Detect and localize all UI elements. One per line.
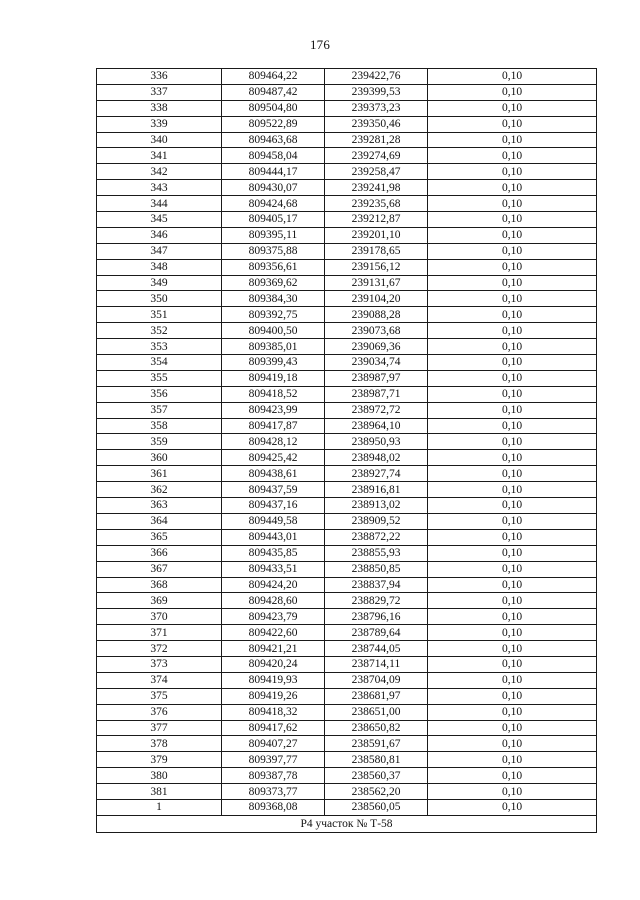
x-coordinate-cell: 809385,01 bbox=[222, 339, 325, 355]
y-coordinate-cell: 239235,68 bbox=[325, 196, 428, 212]
table-row bbox=[97, 339, 597, 355]
x-coordinate-cell: 809422,60 bbox=[222, 625, 325, 641]
x-coordinate-cell: 809368,08 bbox=[222, 799, 325, 815]
x-coordinate-cell: 809428,12 bbox=[222, 434, 325, 450]
table-row bbox=[97, 736, 597, 752]
page-number: 176 bbox=[309, 37, 331, 52]
y-coordinate-cell: 239034,74 bbox=[325, 355, 428, 371]
y-coordinate-cell: 238651,00 bbox=[325, 704, 428, 720]
y-coordinate-cell: 239422,76 bbox=[325, 69, 428, 85]
point-number-cell: 344 bbox=[97, 196, 222, 212]
table-row bbox=[97, 593, 597, 609]
accuracy-cell: 0,10 bbox=[428, 243, 597, 259]
point-number-cell: 340 bbox=[97, 132, 222, 148]
table-row bbox=[97, 355, 597, 371]
accuracy-cell: 0,10 bbox=[428, 736, 597, 752]
y-coordinate-cell: 238704,09 bbox=[325, 672, 428, 688]
y-coordinate-cell: 239241,98 bbox=[325, 180, 428, 196]
y-coordinate-cell: 238964,10 bbox=[325, 418, 428, 434]
y-coordinate-cell: 239399,53 bbox=[325, 84, 428, 100]
y-coordinate-cell: 238744,05 bbox=[325, 641, 428, 657]
accuracy-cell: 0,10 bbox=[428, 434, 597, 450]
accuracy-cell: 0,10 bbox=[428, 482, 597, 498]
table-row bbox=[97, 323, 597, 339]
y-coordinate-cell: 239274,69 bbox=[325, 148, 428, 164]
accuracy-cell: 0,10 bbox=[428, 784, 597, 800]
point-number-cell: 380 bbox=[97, 768, 222, 784]
x-coordinate-cell: 809373,77 bbox=[222, 784, 325, 800]
x-coordinate-cell: 809435,85 bbox=[222, 545, 325, 561]
accuracy-cell: 0,10 bbox=[428, 561, 597, 577]
x-coordinate-cell: 809420,24 bbox=[222, 656, 325, 672]
accuracy-cell: 0,10 bbox=[428, 593, 597, 609]
y-coordinate-cell: 239156,12 bbox=[325, 259, 428, 275]
accuracy-cell: 0,10 bbox=[428, 84, 597, 100]
table-row bbox=[97, 641, 597, 657]
y-coordinate-cell: 238913,02 bbox=[325, 498, 428, 514]
parcel-caption: Р4 участок № Т-58 bbox=[97, 815, 597, 832]
accuracy-cell: 0,10 bbox=[428, 450, 597, 466]
y-coordinate-cell: 238591,67 bbox=[325, 736, 428, 752]
accuracy-cell: 0,10 bbox=[428, 132, 597, 148]
table-row bbox=[97, 720, 597, 736]
accuracy-cell: 0,10 bbox=[428, 768, 597, 784]
x-coordinate-cell: 809423,79 bbox=[222, 609, 325, 625]
accuracy-cell: 0,10 bbox=[428, 227, 597, 243]
x-coordinate-cell: 809405,17 bbox=[222, 212, 325, 228]
x-coordinate-cell: 809463,68 bbox=[222, 132, 325, 148]
accuracy-cell: 0,10 bbox=[428, 259, 597, 275]
point-number-cell: 362 bbox=[97, 482, 222, 498]
accuracy-cell: 0,10 bbox=[428, 180, 597, 196]
x-coordinate-cell: 809458,04 bbox=[222, 148, 325, 164]
y-coordinate-cell: 238872,22 bbox=[325, 529, 428, 545]
y-coordinate-cell: 238855,93 bbox=[325, 545, 428, 561]
point-number-cell: 366 bbox=[97, 545, 222, 561]
x-coordinate-cell: 809487,42 bbox=[222, 84, 325, 100]
accuracy-cell: 0,10 bbox=[428, 212, 597, 228]
table-row bbox=[97, 164, 597, 180]
table-row bbox=[97, 672, 597, 688]
accuracy-cell: 0,10 bbox=[428, 418, 597, 434]
y-coordinate-cell: 238560,05 bbox=[325, 799, 428, 815]
y-coordinate-cell: 238850,85 bbox=[325, 561, 428, 577]
point-number-cell: 375 bbox=[97, 688, 222, 704]
table-row bbox=[97, 482, 597, 498]
accuracy-cell: 0,10 bbox=[428, 513, 597, 529]
x-coordinate-cell: 809417,62 bbox=[222, 720, 325, 736]
accuracy-cell: 0,10 bbox=[428, 164, 597, 180]
x-coordinate-cell: 809423,99 bbox=[222, 402, 325, 418]
point-number-cell: 354 bbox=[97, 355, 222, 371]
point-number-cell: 349 bbox=[97, 275, 222, 291]
x-coordinate-cell: 809428,60 bbox=[222, 593, 325, 609]
table-row bbox=[97, 688, 597, 704]
x-coordinate-cell: 809395,11 bbox=[222, 227, 325, 243]
y-coordinate-cell: 238916,81 bbox=[325, 482, 428, 498]
table-row bbox=[97, 577, 597, 593]
accuracy-cell: 0,10 bbox=[428, 688, 597, 704]
y-coordinate-cell: 238650,82 bbox=[325, 720, 428, 736]
accuracy-cell: 0,10 bbox=[428, 609, 597, 625]
accuracy-cell: 0,10 bbox=[428, 752, 597, 768]
table-row bbox=[97, 116, 597, 132]
point-number-cell: 357 bbox=[97, 402, 222, 418]
y-coordinate-cell: 238829,72 bbox=[325, 593, 428, 609]
point-number-cell: 336 bbox=[97, 69, 222, 85]
x-coordinate-cell: 809384,30 bbox=[222, 291, 325, 307]
table-row bbox=[97, 243, 597, 259]
x-coordinate-cell: 809504,80 bbox=[222, 100, 325, 116]
point-number-cell: 347 bbox=[97, 243, 222, 259]
point-number-cell: 363 bbox=[97, 498, 222, 514]
y-coordinate-cell: 239201,10 bbox=[325, 227, 428, 243]
accuracy-cell: 0,10 bbox=[428, 196, 597, 212]
point-number-cell: 381 bbox=[97, 784, 222, 800]
x-coordinate-cell: 809444,17 bbox=[222, 164, 325, 180]
accuracy-cell: 0,10 bbox=[428, 355, 597, 371]
point-number-cell: 353 bbox=[97, 339, 222, 355]
y-coordinate-cell: 238789,64 bbox=[325, 625, 428, 641]
y-coordinate-cell: 238927,74 bbox=[325, 466, 428, 482]
accuracy-cell: 0,10 bbox=[428, 704, 597, 720]
accuracy-cell: 0,10 bbox=[428, 370, 597, 386]
table-row bbox=[97, 799, 597, 815]
table-row bbox=[97, 148, 597, 164]
accuracy-cell: 0,10 bbox=[428, 116, 597, 132]
table-row bbox=[97, 784, 597, 800]
accuracy-cell: 0,10 bbox=[428, 307, 597, 323]
y-coordinate-cell: 239373,23 bbox=[325, 100, 428, 116]
table-row bbox=[97, 69, 597, 85]
point-number-cell: 377 bbox=[97, 720, 222, 736]
point-number-cell: 351 bbox=[97, 307, 222, 323]
table-row bbox=[97, 768, 597, 784]
point-number-cell: 373 bbox=[97, 656, 222, 672]
accuracy-cell: 0,10 bbox=[428, 466, 597, 482]
y-coordinate-cell: 238909,52 bbox=[325, 513, 428, 529]
x-coordinate-cell: 809419,26 bbox=[222, 688, 325, 704]
point-number-cell: 355 bbox=[97, 370, 222, 386]
table-row bbox=[97, 466, 597, 482]
accuracy-cell: 0,10 bbox=[428, 291, 597, 307]
x-coordinate-cell: 809438,61 bbox=[222, 466, 325, 482]
point-number-cell: 361 bbox=[97, 466, 222, 482]
x-coordinate-cell: 809424,20 bbox=[222, 577, 325, 593]
accuracy-cell: 0,10 bbox=[428, 656, 597, 672]
coordinates-table bbox=[96, 68, 597, 833]
x-coordinate-cell: 809419,18 bbox=[222, 370, 325, 386]
y-coordinate-cell: 238560,37 bbox=[325, 768, 428, 784]
point-number-cell: 339 bbox=[97, 116, 222, 132]
table-row bbox=[97, 450, 597, 466]
x-coordinate-cell: 809375,88 bbox=[222, 243, 325, 259]
table-row bbox=[97, 132, 597, 148]
x-coordinate-cell: 809356,61 bbox=[222, 259, 325, 275]
point-number-cell: 370 bbox=[97, 609, 222, 625]
point-number-cell: 369 bbox=[97, 593, 222, 609]
y-coordinate-cell: 238948,02 bbox=[325, 450, 428, 466]
point-number-cell: 364 bbox=[97, 513, 222, 529]
accuracy-cell: 0,10 bbox=[428, 672, 597, 688]
accuracy-cell: 0,10 bbox=[428, 720, 597, 736]
table-row bbox=[97, 196, 597, 212]
coordinates-table-body bbox=[97, 69, 597, 816]
table-row bbox=[97, 545, 597, 561]
point-number-cell: 352 bbox=[97, 323, 222, 339]
y-coordinate-cell: 238987,97 bbox=[325, 370, 428, 386]
y-coordinate-cell: 239104,20 bbox=[325, 291, 428, 307]
point-number-cell: 346 bbox=[97, 227, 222, 243]
table-row bbox=[97, 370, 597, 386]
accuracy-cell: 0,10 bbox=[428, 545, 597, 561]
x-coordinate-cell: 809443,01 bbox=[222, 529, 325, 545]
point-number-cell: 348 bbox=[97, 259, 222, 275]
table-row bbox=[97, 275, 597, 291]
table-row bbox=[97, 291, 597, 307]
point-number-cell: 350 bbox=[97, 291, 222, 307]
y-coordinate-cell: 239131,67 bbox=[325, 275, 428, 291]
accuracy-cell: 0,10 bbox=[428, 275, 597, 291]
accuracy-cell: 0,10 bbox=[428, 323, 597, 339]
x-coordinate-cell: 809399,43 bbox=[222, 355, 325, 371]
table-row bbox=[97, 180, 597, 196]
x-coordinate-cell: 809418,32 bbox=[222, 704, 325, 720]
table-row bbox=[97, 625, 597, 641]
x-coordinate-cell: 809449,58 bbox=[222, 513, 325, 529]
point-number-cell: 378 bbox=[97, 736, 222, 752]
table-row bbox=[97, 498, 597, 514]
point-number-cell: 356 bbox=[97, 386, 222, 402]
point-number-cell: 371 bbox=[97, 625, 222, 641]
table-row bbox=[97, 402, 597, 418]
point-number-cell: 358 bbox=[97, 418, 222, 434]
accuracy-cell: 0,10 bbox=[428, 69, 597, 85]
table-row bbox=[97, 434, 597, 450]
point-number-cell: 341 bbox=[97, 148, 222, 164]
accuracy-cell: 0,10 bbox=[428, 148, 597, 164]
table-row bbox=[97, 513, 597, 529]
point-number-cell: 374 bbox=[97, 672, 222, 688]
accuracy-cell: 0,10 bbox=[428, 641, 597, 657]
accuracy-cell: 0,10 bbox=[428, 100, 597, 116]
y-coordinate-cell: 239088,28 bbox=[325, 307, 428, 323]
x-coordinate-cell: 809397,77 bbox=[222, 752, 325, 768]
accuracy-cell: 0,10 bbox=[428, 402, 597, 418]
x-coordinate-cell: 809421,21 bbox=[222, 641, 325, 657]
point-number-cell: 345 bbox=[97, 212, 222, 228]
point-number-cell: 376 bbox=[97, 704, 222, 720]
y-coordinate-cell: 238714,11 bbox=[325, 656, 428, 672]
point-number-cell: 372 bbox=[97, 641, 222, 657]
point-number-cell: 338 bbox=[97, 100, 222, 116]
point-number-cell: 359 bbox=[97, 434, 222, 450]
x-coordinate-cell: 809369,62 bbox=[222, 275, 325, 291]
table-row bbox=[97, 386, 597, 402]
point-number-cell: 342 bbox=[97, 164, 222, 180]
accuracy-cell: 0,10 bbox=[428, 386, 597, 402]
accuracy-cell: 0,10 bbox=[428, 529, 597, 545]
x-coordinate-cell: 809424,68 bbox=[222, 196, 325, 212]
y-coordinate-cell: 238562,20 bbox=[325, 784, 428, 800]
y-coordinate-cell: 239350,46 bbox=[325, 116, 428, 132]
table-row bbox=[97, 609, 597, 625]
x-coordinate-cell: 809464,22 bbox=[222, 69, 325, 85]
table-row bbox=[97, 561, 597, 577]
table-row bbox=[97, 418, 597, 434]
accuracy-cell: 0,10 bbox=[428, 799, 597, 815]
x-coordinate-cell: 809387,78 bbox=[222, 768, 325, 784]
x-coordinate-cell: 809437,16 bbox=[222, 498, 325, 514]
table-row bbox=[97, 212, 597, 228]
table-row bbox=[97, 100, 597, 116]
y-coordinate-cell: 238580,81 bbox=[325, 752, 428, 768]
x-coordinate-cell: 809418,52 bbox=[222, 386, 325, 402]
x-coordinate-cell: 809407,27 bbox=[222, 736, 325, 752]
y-coordinate-cell: 238796,16 bbox=[325, 609, 428, 625]
point-number-cell: 367 bbox=[97, 561, 222, 577]
point-number-cell: 360 bbox=[97, 450, 222, 466]
y-coordinate-cell: 239212,87 bbox=[325, 212, 428, 228]
point-number-cell: 365 bbox=[97, 529, 222, 545]
x-coordinate-cell: 809437,59 bbox=[222, 482, 325, 498]
table-footer-row bbox=[97, 815, 597, 832]
point-number-cell: 379 bbox=[97, 752, 222, 768]
point-number-cell: 343 bbox=[97, 180, 222, 196]
accuracy-cell: 0,10 bbox=[428, 577, 597, 593]
x-coordinate-cell: 809417,87 bbox=[222, 418, 325, 434]
accuracy-cell: 0,10 bbox=[428, 339, 597, 355]
x-coordinate-cell: 809400,50 bbox=[222, 323, 325, 339]
table-row bbox=[97, 227, 597, 243]
accuracy-cell: 0,10 bbox=[428, 498, 597, 514]
x-coordinate-cell: 809419,93 bbox=[222, 672, 325, 688]
accuracy-cell: 0,10 bbox=[428, 625, 597, 641]
point-number-cell: 337 bbox=[97, 84, 222, 100]
y-coordinate-cell: 238837,94 bbox=[325, 577, 428, 593]
point-number-cell: 1 bbox=[97, 799, 222, 815]
y-coordinate-cell: 239073,68 bbox=[325, 323, 428, 339]
x-coordinate-cell: 809425,42 bbox=[222, 450, 325, 466]
table-row bbox=[97, 704, 597, 720]
y-coordinate-cell: 239258,47 bbox=[325, 164, 428, 180]
x-coordinate-cell: 809522,89 bbox=[222, 116, 325, 132]
table-row bbox=[97, 84, 597, 100]
x-coordinate-cell: 809433,51 bbox=[222, 561, 325, 577]
table-row bbox=[97, 259, 597, 275]
table-row bbox=[97, 529, 597, 545]
y-coordinate-cell: 238972,72 bbox=[325, 402, 428, 418]
table-row bbox=[97, 656, 597, 672]
y-coordinate-cell: 239178,65 bbox=[325, 243, 428, 259]
y-coordinate-cell: 238950,93 bbox=[325, 434, 428, 450]
table-row bbox=[97, 307, 597, 323]
x-coordinate-cell: 809392,75 bbox=[222, 307, 325, 323]
table-row bbox=[97, 752, 597, 768]
y-coordinate-cell: 239069,36 bbox=[325, 339, 428, 355]
y-coordinate-cell: 238681,97 bbox=[325, 688, 428, 704]
y-coordinate-cell: 239281,28 bbox=[325, 132, 428, 148]
x-coordinate-cell: 809430,07 bbox=[222, 180, 325, 196]
y-coordinate-cell: 238987,71 bbox=[325, 386, 428, 402]
point-number-cell: 368 bbox=[97, 577, 222, 593]
